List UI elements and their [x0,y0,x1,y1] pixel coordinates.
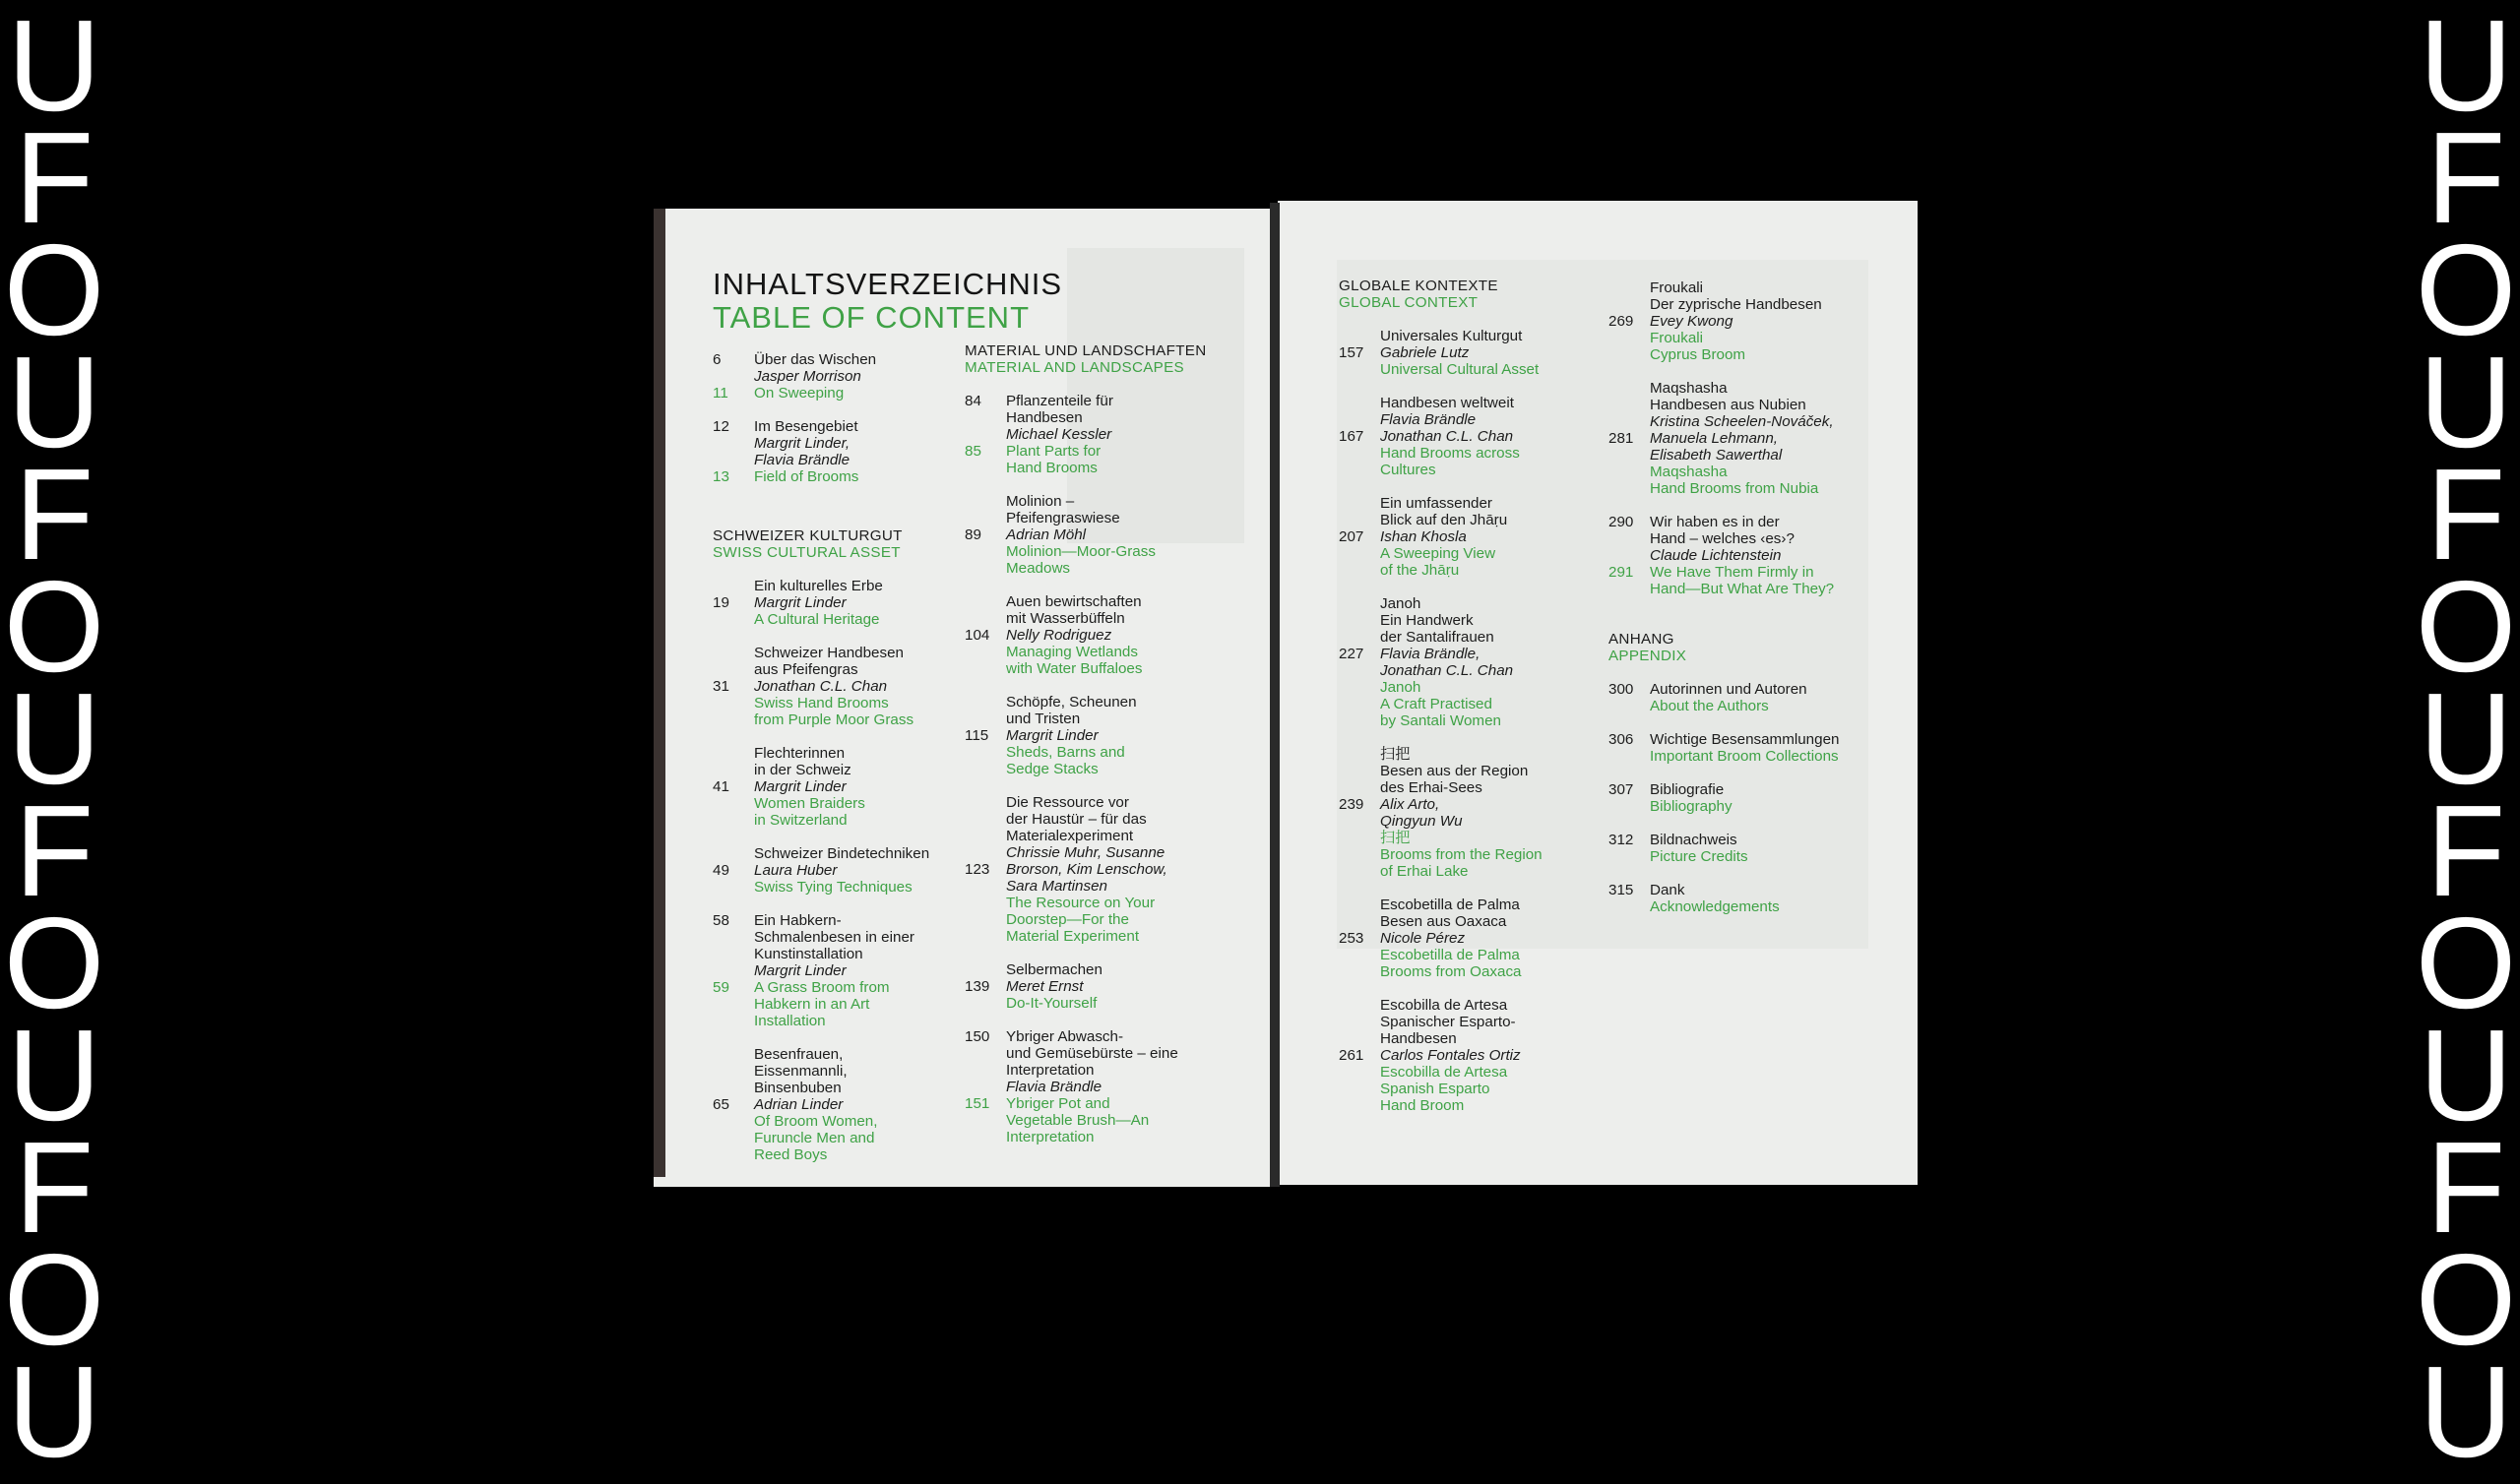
toc-entry[interactable] [965,1028,1250,1145]
entry-title-english: Hand Brooms from Nubia [1650,480,1819,497]
entry-title: Blick auf den Jhāṛu [1380,512,1508,528]
entry-title-english: Interpretation [1006,1129,1095,1145]
toc-entry[interactable] [1339,595,1605,729]
entry-title: Ein Habkern- [754,912,842,929]
entry-title: mit Wasserbüffeln [1006,610,1125,627]
page-number-english: 85 [965,443,981,460]
rail-letter: O [3,217,105,362]
entry-title-english: A Sweeping View [1380,545,1496,562]
page-number: 312 [1608,832,1634,848]
entry-title-english: Brooms from the Region [1380,846,1543,863]
page-number: 12 [713,418,729,435]
page-number: 253 [1339,930,1364,947]
page-number: 123 [965,861,990,878]
entry-author: Qingyun Wu [1380,813,1463,830]
page-number: 227 [1339,646,1364,662]
toc-entry[interactable] [1608,279,1904,363]
rail-letter: U [7,1339,101,1484]
rail-letter: O [2415,1227,2517,1372]
entry-title-english: Sheds, Barns and [1006,744,1125,761]
entry-title: Materialexperiment [1006,828,1134,844]
entry-author: Margrit Linder [754,594,847,611]
rail-letter: F [14,778,94,923]
entry-title-english: Habkern in an Art [754,996,870,1013]
rail-letter: U [7,330,101,474]
toc-entry[interactable] [1339,328,1605,378]
entry-title: Schmalenbesen in einer [754,929,914,946]
rail-letter: O [2415,891,2517,1035]
entry-title: Schöpfe, Scheunen [1006,694,1137,711]
entry-author: Michael Kessler [1006,426,1112,443]
page-number: 41 [713,778,729,795]
entry-title: Ybriger Abwasch- [1006,1028,1124,1045]
entry-title-english: We Have Them Firmly in [1650,564,1814,581]
entry-title-english: Escobetilla de Palma [1380,947,1520,963]
entry-title: Auen bewirtschaften [1006,593,1142,610]
entry-author: Adrian Linder [754,1096,844,1113]
entry-title: Ein umfassender [1380,495,1492,512]
toc-entry[interactable] [1608,882,1904,915]
toc-entry[interactable] [713,912,944,1029]
entry-title: Handbesen aus Nubien [1650,397,1806,413]
entry-author: Kristina Scheelen-Nováček, [1650,413,1834,430]
section-heading-english: MATERIAL AND LANDSCAPES [965,359,1184,376]
rail-letter: U [2419,0,2513,138]
entry-author: Brorson, Kim Lenschow, [1006,861,1167,878]
entry-title: 扫把 [1380,746,1411,763]
entry-title-english: Hand Brooms [1006,460,1098,476]
entry-author: Flavia Brändle [1006,1079,1102,1095]
entry-title: Maqshasha [1650,380,1728,397]
entry-title-english: Do-It-Yourself [1006,995,1098,1012]
toc-column-2 [965,342,1250,1162]
toc-entry[interactable] [713,418,944,485]
entry-author: Flavia Brändle [1380,411,1477,428]
entry-author: Chrissie Muhr, Susanne [1006,844,1166,861]
rail-letter: F [2426,105,2506,250]
section-heading-english: SWISS CULTURAL ASSET [713,544,901,561]
toc-entry[interactable] [1608,731,1904,765]
page-number: 19 [713,594,729,611]
entry-title-english: A Cultural Heritage [754,611,880,628]
rail-letter: F [2426,1115,2506,1260]
entry-title-english: Universal Cultural Asset [1380,361,1540,378]
entry-author: Jonathan C.L. Chan [754,678,888,695]
toc-entry[interactable] [713,1046,944,1163]
entry-title: Eissenmannli, [754,1063,848,1080]
entry-title: Janoh [1380,595,1421,612]
page-number: 49 [713,862,729,879]
entry-author: Gabriele Lutz [1380,344,1470,361]
toc-entry[interactable] [713,645,944,728]
entry-author: Evey Kwong [1650,313,1733,330]
page-number: 300 [1608,681,1634,698]
ufo-rail-right [2412,0,2520,1484]
entry-title-english: Brooms from Oaxaca [1380,963,1522,980]
toc-entry[interactable] [1339,746,1605,880]
toc-column-4 [1608,279,1904,932]
entry-title: Besenfrauen, [754,1046,844,1063]
rail-letter: F [14,1115,94,1260]
entry-title: Froukali [1650,279,1704,296]
page-number: 261 [1339,1047,1364,1064]
entry-title: aus Pfeifengras [754,661,858,678]
page-number-english: 11 [713,385,728,402]
entry-title: und Gemüsebürste – eine [1006,1045,1178,1062]
entry-author: Margrit Linder [754,962,847,979]
section-heading: MATERIAL UND LANDSCHAFTEN [965,342,1207,359]
entry-title: Ein Handwerk [1380,612,1474,629]
toc-entry[interactable] [1608,781,1904,815]
entry-author: Elisabeth Sawerthal [1650,447,1783,464]
entry-title-english: Reed Boys [754,1146,828,1163]
entry-title-english: About the Authors [1650,698,1769,714]
rail-letter: O [3,554,105,699]
rail-letter: F [2426,778,2506,923]
entry-title-english: Hand—But What Are They? [1650,581,1835,597]
page-number: 269 [1608,313,1634,330]
page-number-english: 151 [965,1095,990,1112]
section-heading-english: GLOBAL CONTEXT [1339,294,1479,311]
entry-author: Adrian Möhl [1006,526,1087,543]
page-number: 139 [965,978,990,995]
entry-title: Besen aus Oaxaca [1380,913,1507,930]
entry-title: Handbesen [1006,409,1083,426]
page-number-english: 13 [713,468,729,485]
entry-author: Laura Huber [754,862,838,879]
entry-title-english: Hand Brooms across [1380,445,1520,462]
entry-title-english: in Switzerland [754,812,848,829]
toc-entry[interactable] [965,694,1250,777]
entry-title-english: Material Experiment [1006,928,1140,945]
page-number: 157 [1339,344,1364,361]
toc-entry[interactable] [965,393,1250,476]
entry-title-english: The Resource on Your [1006,895,1156,911]
book-spine-edge [654,209,665,1177]
toc-entry[interactable] [713,845,944,896]
entry-title-english: Spanish Esparto [1380,1081,1490,1097]
book-gutter [1270,203,1280,1187]
toc-column-3 [1339,278,1605,1131]
entry-title-english: Meadows [1006,560,1070,577]
toc-entry[interactable] [713,745,944,829]
entry-title: Schweizer Handbesen [754,645,904,661]
entry-title: Schweizer Bindetechniken [754,845,930,862]
rail-letter: F [14,105,94,250]
entry-title-english: Bibliography [1650,798,1732,815]
entry-author: Claude Lichtenstein [1650,547,1782,564]
entry-title: Binsenbuben [754,1080,842,1096]
page-number: 150 [965,1028,990,1045]
toc-entry[interactable] [1339,997,1605,1114]
entry-title-english: from Purple Moor Grass [754,711,914,728]
entry-title: Interpretation [1006,1062,1095,1079]
page-number: 104 [965,627,990,644]
rail-letter: O [3,891,105,1035]
page-number: 89 [965,526,981,543]
entry-title: Die Ressource vor [1006,794,1129,811]
left-page [654,209,1274,1187]
toc-entry[interactable] [965,493,1250,577]
entry-title-english: with Water Buffaloes [1006,660,1143,677]
entry-title: Wichtige Besensammlungen [1650,731,1840,748]
entry-author: Nicole Pérez [1380,930,1466,947]
entry-title: Selbermachen [1006,961,1102,978]
section-heading-english: APPENDIX [1608,648,1687,664]
page-number: 290 [1608,514,1634,530]
entry-title: Escobilla de Artesa [1380,997,1508,1014]
entry-title-english: Molinion—Moor-Grass [1006,543,1156,560]
entry-title: Pflanzenteile für [1006,393,1113,409]
entry-author: Jonathan C.L. Chan [1380,428,1514,445]
entry-title-english: Swiss Tying Techniques [754,879,913,896]
entry-title-english: Escobilla de Artesa [1380,1064,1508,1081]
entry-author: Alix Arto, [1380,796,1440,813]
entry-title-english: Plant Parts for [1006,443,1102,460]
entry-title-english: Picture Credits [1650,848,1748,865]
rail-letter: F [14,442,94,587]
entry-title: Autorinnen und Autoren [1650,681,1807,698]
toc-entry[interactable] [1608,832,1904,865]
entry-title-english: by Santali Women [1380,712,1501,729]
entry-title-english: Swiss Hand Brooms [754,695,889,711]
entry-author: Carlos Fontales Ortiz [1380,1047,1521,1064]
entry-title-english: Ybriger Pot and [1006,1095,1110,1112]
entry-title-english: Froukali [1650,330,1704,346]
entry-title: Wir haben es in der [1650,514,1780,530]
page-title: INHALTSVERZEICHNIS [713,267,1063,301]
entry-title-english: Field of Brooms [754,468,859,485]
entry-title-english: of Erhai Lake [1380,863,1469,880]
rail-letter: F [2426,442,2506,587]
entry-title: Universales Kulturgut [1380,328,1523,344]
entry-title: des Erhai-Sees [1380,779,1482,796]
entry-title: Der zyprische Handbesen [1650,296,1822,313]
entry-author: Jasper Morrison [754,368,861,385]
entry-author: Meret Ernst [1006,978,1084,995]
entry-title: Molinion – [1006,493,1075,510]
rail-letter: U [7,666,101,811]
page-number: 281 [1608,430,1634,447]
entry-title: und Tristen [1006,711,1081,727]
entry-title: Besen aus der Region [1380,763,1529,779]
entry-author: Margrit Linder, [754,435,850,452]
toc-entry[interactable] [1608,380,1904,497]
toc-entry[interactable] [965,593,1250,677]
entry-title-english: A Grass Broom from [754,979,890,996]
entry-title: Ein kulturelles Erbe [754,578,883,594]
entry-title: Handbesen [1380,1030,1457,1047]
entry-author: Sara Martinsen [1006,878,1107,895]
rail-letter: U [2419,1339,2513,1484]
entry-author: Jonathan C.L. Chan [1380,662,1514,679]
entry-title-english: Vegetable Brush—An [1006,1112,1150,1129]
page-number: 315 [1608,882,1634,898]
page-number: 115 [965,727,989,744]
entry-title-english: A Craft Practised [1380,696,1492,712]
entry-title: der Santalifrauen [1380,629,1494,646]
page-number: 306 [1608,731,1634,748]
entry-title-english: Managing Wetlands [1006,644,1138,660]
toc-entry[interactable] [1608,514,1904,597]
entry-author: Flavia Brändle [754,452,850,468]
page-number: 31 [713,678,729,695]
entry-title: Spanischer Esparto- [1380,1014,1516,1030]
entry-title: Handbesen weltweit [1380,395,1514,411]
entry-title: in der Schweiz [754,762,851,778]
page-number: 167 [1339,428,1364,445]
entry-author: Margrit Linder [1006,727,1099,744]
page-number: 65 [713,1096,729,1113]
rail-letter: U [7,1003,101,1147]
rail-letter: O [3,1227,105,1372]
ufo-rail-left [0,0,108,1484]
toc-entry[interactable] [1608,681,1904,714]
entry-author: Flavia Brändle, [1380,646,1480,662]
toc-entry[interactable] [1339,897,1605,980]
entry-title-english: 扫把 [1380,830,1411,846]
entry-title: Im Besengebiet [754,418,858,435]
entry-title: Flechterinnen [754,745,846,762]
entry-title: Pfeifengraswiese [1006,510,1120,526]
toc-entry[interactable] [965,961,1250,1012]
toc-entry[interactable] [713,578,944,628]
page-number: 307 [1608,781,1634,798]
section-heading: ANHANG [1608,631,1674,648]
rail-letter: O [2415,217,2517,362]
entry-title: Dank [1650,882,1685,898]
entry-author: Margrit Linder [754,778,847,795]
page-title-english: TABLE OF CONTENT [713,300,1031,335]
section-heading: SCHWEIZER KULTURGUT [713,527,903,544]
section-heading: GLOBALE KONTEXTE [1339,278,1498,294]
toc-entry[interactable] [1339,495,1605,579]
right-page [1278,201,1918,1185]
entry-title: der Haustür – für das [1006,811,1147,828]
entry-title-english: Of Broom Women, [754,1113,878,1130]
entry-title: Über das Wischen [754,351,877,368]
entry-title-english: Important Broom Collections [1650,748,1839,765]
toc-entry[interactable] [965,794,1250,945]
rail-letter: U [7,0,101,138]
entry-title-english: Hand Broom [1380,1097,1465,1114]
entry-title-english: Sedge Stacks [1006,761,1099,777]
entry-title-english: Installation [754,1013,826,1029]
page-number: 207 [1339,528,1364,545]
entry-title-english: On Sweeping [754,385,845,402]
entry-title-english: Maqshasha [1650,464,1728,480]
entry-title-english: Acknowledgements [1650,898,1780,915]
entry-author: Ishan Khosla [1380,528,1467,545]
page-number: 58 [713,912,729,929]
entry-title-english: Furuncle Men and [754,1130,875,1146]
page-number-english: 291 [1608,564,1634,581]
toc-entry[interactable] [713,351,944,402]
page-number: 84 [965,393,981,409]
toc-column-1 [713,351,944,1180]
entry-author: Manuela Lehmann, [1650,430,1779,447]
entry-title-english: of the Jhāṛu [1380,562,1460,579]
rail-letter: U [2419,1003,2513,1147]
rail-letter: O [2415,554,2517,699]
entry-title-english: Cultures [1380,462,1436,478]
entry-author: Nelly Rodriguez [1006,627,1112,644]
entry-title: Hand – welches ‹es›? [1650,530,1795,547]
entry-title-english: Doorstep—For the [1006,911,1129,928]
page-number: 239 [1339,796,1364,813]
rail-letter: U [2419,330,2513,474]
entry-title: Escobetilla de Palma [1380,897,1520,913]
page-number: 6 [713,351,722,368]
entry-title: Kunstinstallation [754,946,863,962]
entry-title-english: Cyprus Broom [1650,346,1746,363]
rail-letter: U [2419,666,2513,811]
toc-entry[interactable] [1339,395,1605,478]
entry-title: Bildnachweis [1650,832,1737,848]
entry-title-english: Janoh [1380,679,1421,696]
entry-title: Bibliografie [1650,781,1725,798]
entry-title-english: Women Braiders [754,795,865,812]
page-number-english: 59 [713,979,729,996]
